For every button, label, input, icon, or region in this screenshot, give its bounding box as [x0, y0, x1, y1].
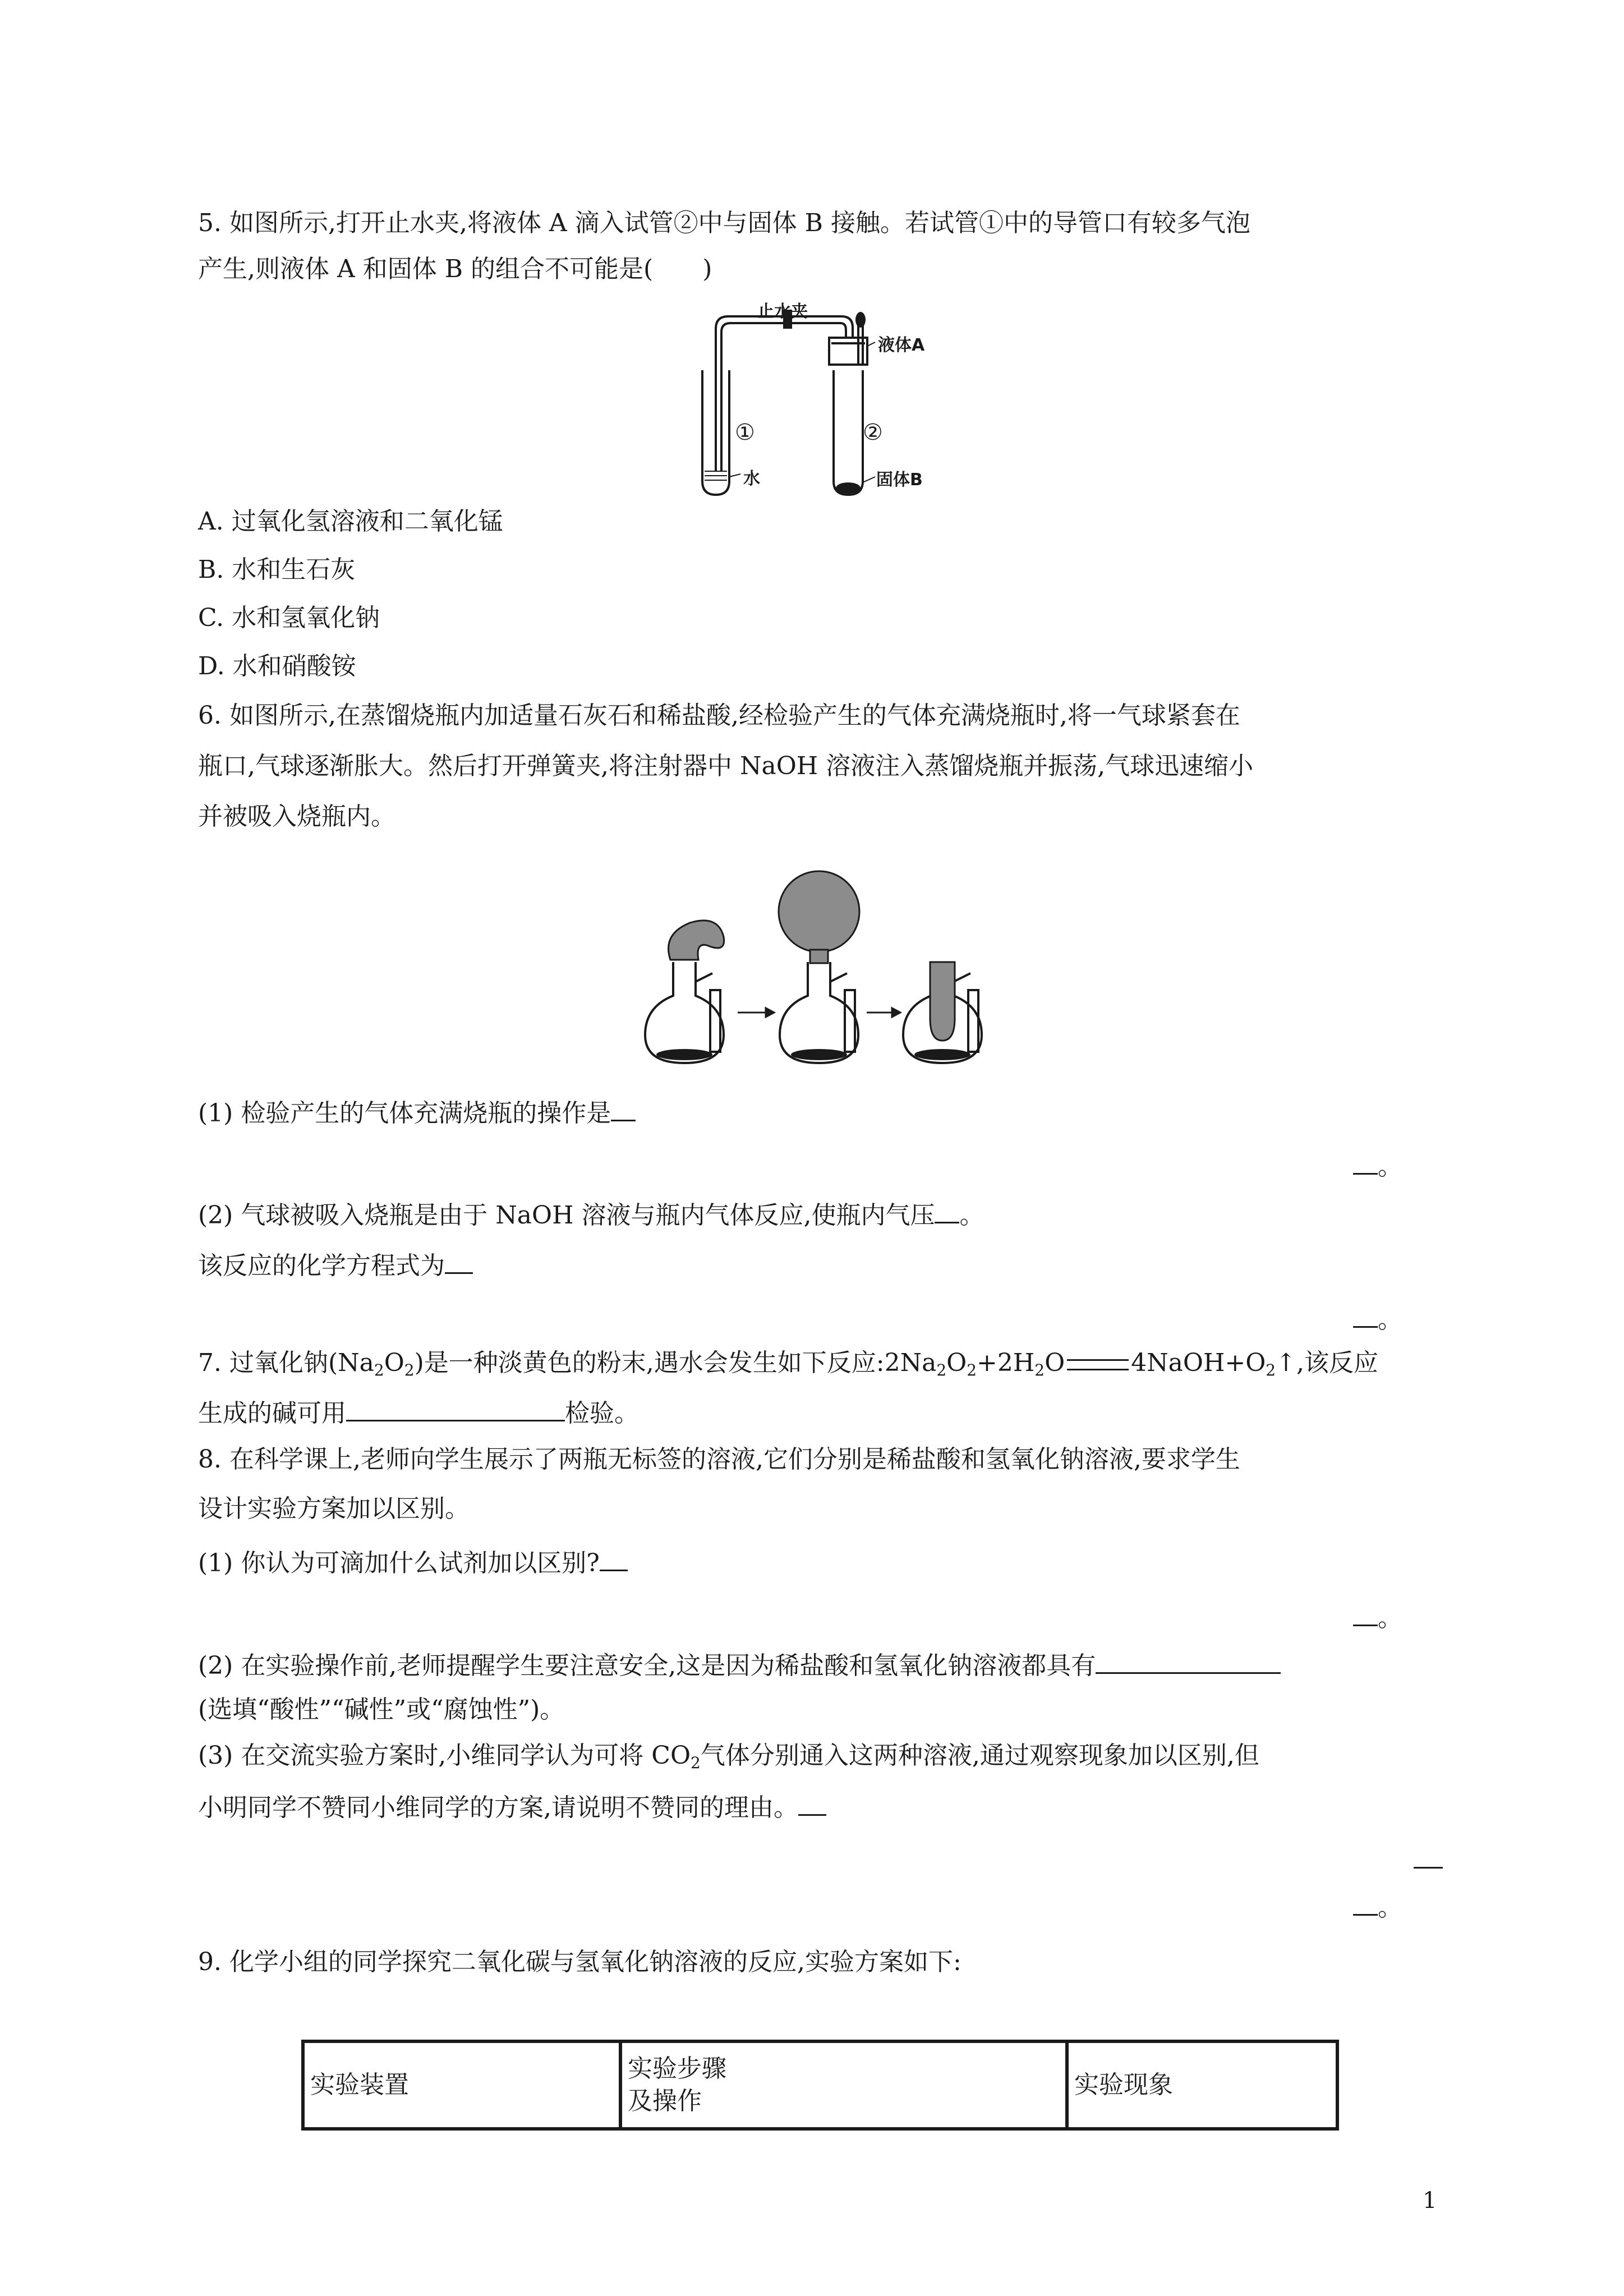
q7-sub-6: 2	[1266, 1361, 1276, 1379]
table-header-row	[303, 2041, 1337, 2129]
q9-experiment-table	[301, 2040, 1339, 2131]
q6-sub-2a-end: 。	[959, 1201, 984, 1230]
q8-sub-1-text: (1) 你认为可滴加什么试剂加以区别?	[198, 1549, 600, 1577]
q9-line-1: 9. 化学小组的同学探究二氧化碳与氢氧化钠溶液的反应,实验方案如下:	[198, 1948, 961, 1976]
q7-text-2: O	[384, 1349, 404, 1377]
q7-line-2-post: 检验。	[565, 1399, 639, 1428]
q7-text-7: 4NaOH+O	[1131, 1349, 1266, 1377]
q6-sub-1-end	[1353, 1147, 1402, 1184]
q8-line-1: 8. 在科学课上,老师向学生展示了两瓶无标签的溶液,它们分别是稀盐酸和氢氧化钠溶液,要求学生	[198, 1445, 1240, 1474]
q8-line-2: 设计实验方案加以区别。	[198, 1494, 470, 1523]
q6-sub-1-end-mark: 。	[1378, 1152, 1402, 1181]
q7-blank[interactable]	[346, 1394, 565, 1421]
q8-sub-3a-pre: (3) 在交流实验方案时,小维同学认为可将 CO	[198, 1741, 691, 1770]
q7-line-1	[198, 1346, 1378, 1387]
q8-sub-1-blank[interactable]	[600, 1544, 628, 1571]
q7-text-3: )是一种淡黄色的粉末,遇水会发生如下反应:2Na	[414, 1349, 937, 1377]
q8-sub-3-end-mark: 。	[1378, 1893, 1402, 1922]
header-phenomenon: 实验现象	[1067, 2041, 1337, 2129]
q8-sub-3b	[198, 1788, 826, 1825]
clamp-label: 止水夹	[757, 302, 808, 321]
q5-option-c: C. 水和氢氧化钠	[198, 604, 380, 632]
q6-line-1: 6. 如图所示,在蒸馏烧瓶内加适量石灰石和稀盐酸,经检验产生的气体充满烧瓶时,将一气球紧套在	[198, 701, 1240, 730]
header-steps	[620, 2041, 1067, 2129]
q7-line-2	[198, 1394, 639, 1430]
q8-sub-1-end	[1353, 1599, 1402, 1635]
water-label: 水	[743, 469, 760, 489]
q8-sub-3b-blank[interactable]	[798, 1788, 826, 1816]
q5-option-d: D. 水和硝酸铵	[198, 652, 356, 680]
q8-sub-3-end	[1353, 1888, 1402, 1925]
q8-sub-2a-blank[interactable]	[1096, 1646, 1281, 1674]
q6-sub-2b-end	[1353, 1300, 1402, 1337]
q8-sub-3-blank-end[interactable]	[1353, 1888, 1378, 1916]
q8-sub-3a	[198, 1739, 1259, 1780]
liquid-a-label: 液体A	[878, 335, 925, 355]
q8-sub-2a-text: (2) 在实验操作前,老师提醒学生要注意安全,这是因为稀盐酸和氢氧化钠溶液都具有	[198, 1651, 1096, 1680]
q8-sub-3-line	[1414, 1841, 1443, 1878]
q7-sub-3: 2	[936, 1361, 947, 1379]
q5-line-2: 产生,则液体 A 和固体 B 的组合不可能是( )	[198, 255, 712, 283]
q7-sub-1: 2	[374, 1361, 384, 1379]
q8-sub-3-blank-mid[interactable]	[1414, 1841, 1443, 1869]
q6-line-2: 瓶口,气球逐渐胀大。然后打开弹簧夹,将注射器中 NaOH 溶液注入蒸馏烧瓶并振荡,气球迅速缩小	[198, 752, 1254, 780]
q8-sub-3b-text: 小明同学不赞同小维同学的方案,请说明不赞同的理由。	[198, 1793, 798, 1822]
solid-b-label: 固体B	[876, 470, 923, 490]
q5-line-1: 5. 如图所示,打开止水夹,将液体 A 滴入试管②中与固体 B 接触。若试管①中的导管口有较多气泡	[198, 209, 1250, 237]
q6-sub-2a-text: (2) 气球被吸入烧瓶是由于 NaOH 溶液与瓶内气体反应,使瓶内气压	[198, 1201, 935, 1230]
q8-co2-subscript: 2	[691, 1754, 701, 1772]
q6-sub-2a-blank[interactable]	[935, 1196, 959, 1223]
q6-sub-2b-text: 该反应的化学方程式为	[198, 1251, 445, 1280]
q7-text-1: 7. 过氧化钠(Na	[198, 1349, 374, 1377]
q7-sub-5: 2	[1034, 1361, 1045, 1379]
q6-sub-1-text: (1) 检验产生的气体充满烧瓶的操作是	[198, 1099, 611, 1128]
q8-sub-1	[198, 1544, 628, 1580]
q7-sub-2: 2	[404, 1361, 415, 1379]
q6-sub-1-blank[interactable]	[611, 1094, 636, 1121]
q7-sub-4: 2	[967, 1361, 977, 1379]
header-apparatus: 实验装置	[303, 2041, 620, 2129]
q7-text-6: O	[1045, 1349, 1065, 1377]
header-steps-line-1: 实验步骤	[628, 2054, 726, 2083]
q7-equals-sign	[1067, 1359, 1129, 1370]
q7-text-8: ↑,该反应	[1276, 1349, 1378, 1377]
q8-sub-1-end-mark: 。	[1378, 1604, 1402, 1632]
q6-sub-2b	[198, 1246, 473, 1283]
q6-sub-1	[198, 1094, 636, 1130]
q6-sub-2b-end-mark: 。	[1378, 1305, 1402, 1334]
q5-option-a: A. 过氧化氢溶液和二氧化锰	[198, 507, 503, 536]
q8-sub-3a-post: 气体分别通入这两种溶液,通过观察现象加以区别,但	[700, 1741, 1259, 1770]
q6-flask-sequence-figure	[640, 861, 1055, 1074]
q8-sub-1-blank-end[interactable]	[1353, 1599, 1378, 1626]
q6-sub-2b-blank[interactable]	[445, 1246, 473, 1274]
header-steps-line-2: 及操作	[628, 2087, 702, 2115]
q8-sub-2b: (选填“酸性”“碱性”或“腐蚀性”)。	[198, 1695, 565, 1724]
q6-sub-2b-blank-end[interactable]	[1353, 1300, 1378, 1328]
tube-2-label: ②	[863, 420, 883, 445]
q7-line-2-pre: 生成的碱可用	[198, 1399, 346, 1428]
q6-sub-1-blank-end[interactable]	[1353, 1147, 1378, 1175]
q6-sub-2a	[198, 1196, 984, 1232]
tube-1-label: ①	[735, 420, 755, 445]
q5-option-b: B. 水和生石灰	[198, 555, 356, 584]
page-number: 1	[1423, 2188, 1437, 2214]
q8-sub-2a	[198, 1646, 1281, 1683]
q6-line-3: 并被吸入烧瓶内。	[198, 802, 395, 831]
q7-text-4: O	[946, 1349, 967, 1377]
q7-text-5: +2H	[977, 1349, 1035, 1377]
